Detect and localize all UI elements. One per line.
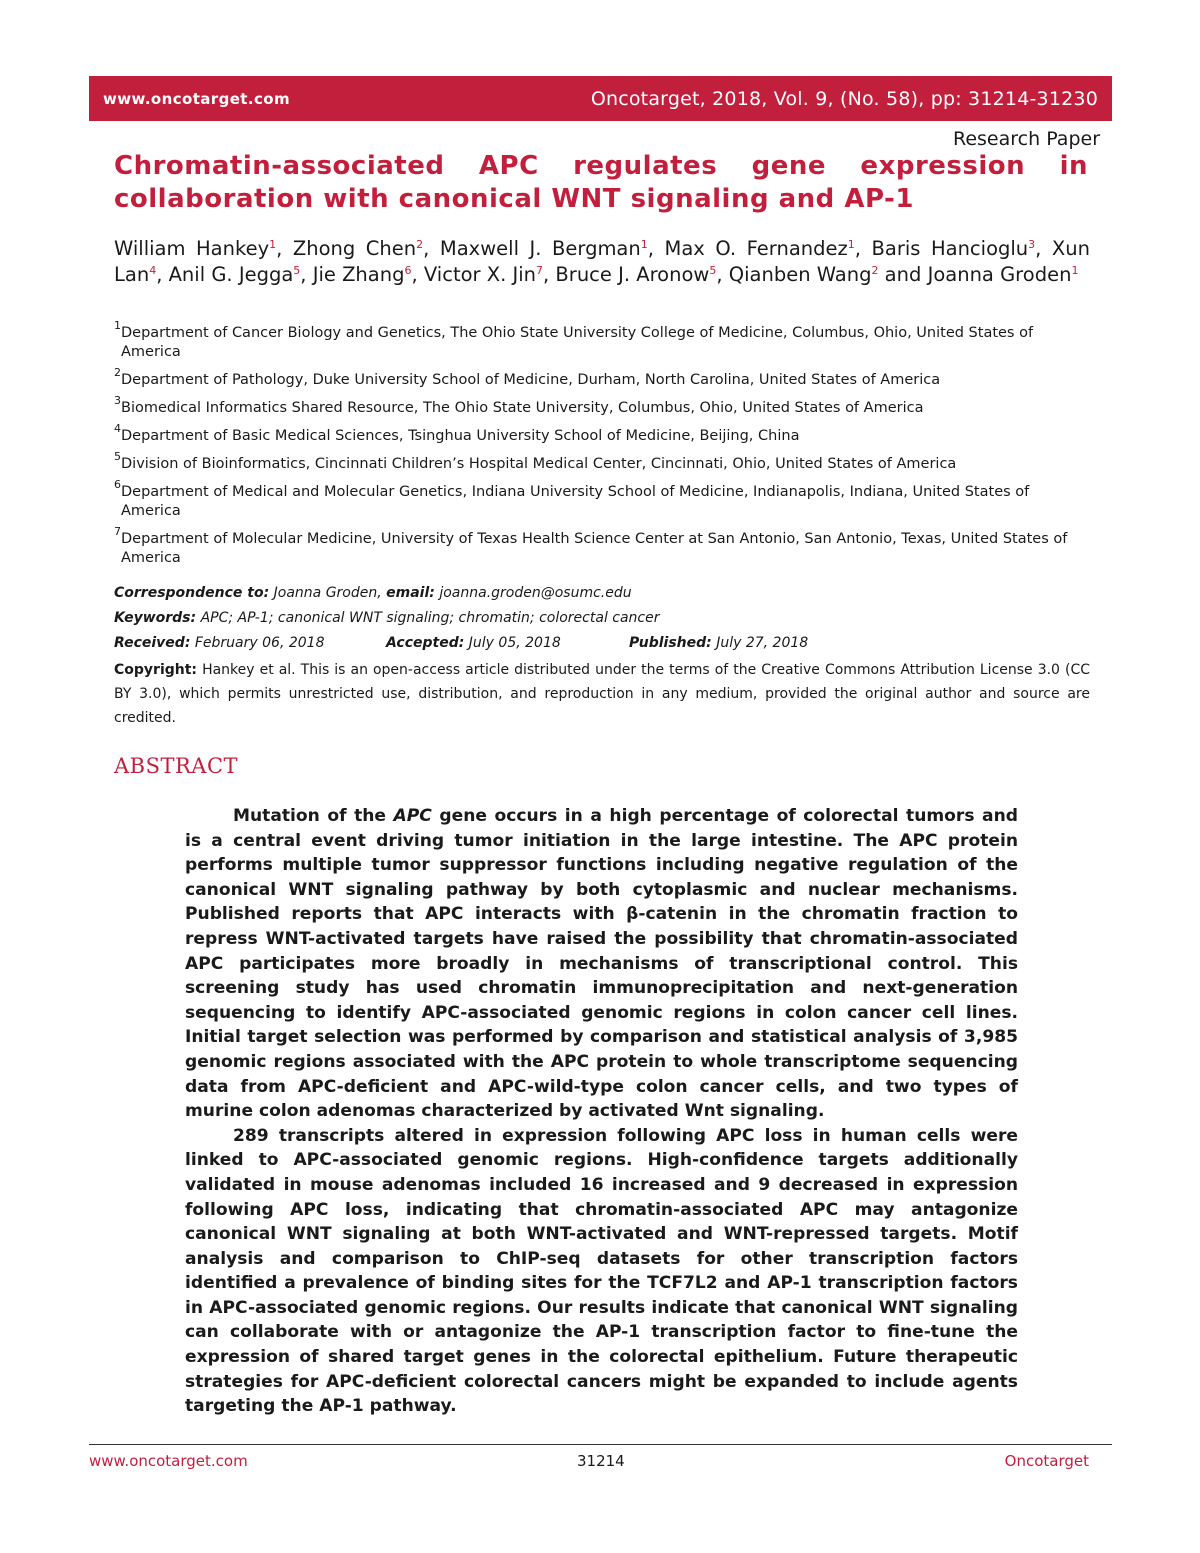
affiliation-list [114,319,1090,577]
footer-journal: Oncotarget [1004,1452,1089,1470]
affiliation-item: 3 Biomedical Informatics Shared Resource, The Ohio State University, Columbus, Ohio, United States of America [114,394,924,416]
affiliation-item: 5 Division of Bioinformatics, Cincinnati Children’s Hospital Medical Center, Cincinnati, Ohio, United States of America [114,450,957,472]
published-date: Published: July 27, 2018 [629,635,809,651]
author: Qianben Wang$^2$ and [728,263,928,286]
correspondence: Correspondence to: Joanna Groden, email: joanna.groden@osumc.edu [114,585,632,601]
affiliation-item: 6 Department of Medical and Molecular Genetics, Indiana University School of Medicine, Indianapolis, Indiana, United States of America [114,478,1030,519]
affiliation-item: 7 Department of Molecular Medicine, University of Texas Health Science Center at San Antonio, San Antonio, Texas, United States of America [114,525,1068,566]
journal-banner [89,76,1112,121]
author: Baris Hancioglu$^3$, [871,237,1052,260]
header-site-link[interactable]: www.oncotarget.com [103,89,290,108]
received-date: Received: February 06, 2018 [114,635,325,651]
email-link[interactable]: joanna.groden@osumc.edu [439,585,632,601]
article-dates [114,633,1090,653]
footer-site-link[interactable]: www.oncotarget.com [89,1452,248,1470]
author: William Hankey$^1$, [114,237,293,260]
author: Victor X. Jin$^7$, [423,263,556,286]
keywords: Keywords: APC; AP-1; canonical WNT signaling; chromatin; colorectal cancer [114,610,660,626]
header-citation: Oncotarget, 2018, Vol. 9, (No. 58), pp: 31214-31230 [590,87,1098,110]
affiliation-item: 1 Department of Cancer Biology and Genetics, The Ohio State University College of Medicine, Columbus, Ohio, United States of America [114,319,1034,360]
author: Maxwell J. Bergman$^1$, [439,237,665,260]
author: Max O. Fernandez$^1$, [664,237,872,260]
author: Jie Zhang$^6$, [312,263,424,286]
article-meta [114,583,1090,735]
author-list [114,236,1090,288]
affiliation-item: 2 Department of Pathology, Duke University School of Medicine, Durham, North Carolina, United States of America [114,366,941,388]
author: Bruce J. Aronow$^5$, [555,263,729,286]
copyright: Copyright: Hankey et al. This is an open-access article distributed under the terms of the Creative Commons Attribution License 3.0 (CC BY 3.0), which permits unrestricted use, distribution, and reproduction in any medium, provided the original author and source are credited. [114,662,1090,726]
paper-type: Research Paper [953,128,1100,150]
paper-title: Chromatin-associated APC regulates gene expression in collaboration with canonical WNT signaling and AP-1 [114,151,1088,214]
abstract-paragraph: Mutation of the APC gene occurs in a high percentage of colorectal tumors and is a central event driving tumor initiation in the large intestine. The APC protein performs multiple tumor suppressor functions including negative regulation of the canonical WNT signaling pathway by both cytoplasmic and nuclear mechanisms. Published reports that APC interacts with β-catenin in the chromatin fraction to repress WNT-activated targets have raised the possibility that chromatin-associated APC participates more broadly in mechanisms of transcriptional control. This screening study has used chromatin immunoprecipitation and next-generation sequencing to identify APC-associated genomic regions in colon cancer cell lines. Initial target selection was performed by comparison and statistical analysis of 3,985 genomic regions associated with the APC protein to whole transcriptome sequencing data from APC-deficient and APC-wild-type colon cancer cells, and two types of murine colon adenomas characterized by activated Wnt signaling. [185,806,1018,1122]
abstract-heading: ABSTRACT [114,754,239,778]
author: Zhong Chen$^2$, [292,237,440,260]
author: Anil G. Jegga$^5$, [168,263,313,286]
footer-divider [89,1444,1112,1445]
accepted-date: Accepted: July 05, 2018 [386,635,561,651]
author: Joanna Groden$^1$ [927,263,1079,286]
author: Xun Lan$^4$, [114,237,1090,286]
abstract-body [185,804,1018,1419]
page-number: 31214 [577,1452,625,1470]
affiliation-item: 4 Department of Basic Medical Sciences, Tsinghua University School of Medicine, Beijing, China [114,422,800,444]
abstract-paragraph: 289 transcripts altered in expression following APC loss in human cells were linked to APC-associated genomic regions. High-confidence targets additionally validated in mouse adenomas included 16 increased and 9 decreased in expression following APC loss, indicating that chromatin-associated APC may antagonize canonical WNT signaling at both WNT-activated and WNT-repressed targets. Motif analysis and comparison to ChIP-seq datasets for other transcription factors identified a prevalence of binding sites for the TCF7L2 and AP-1 transcription factors in APC-associated genomic regions. Our results indicate that canonical WNT signaling can collaborate with or antagonize the AP-1 transcription factor to fine-tune the expression of shared target genes in the colorectal epithelium. Future therapeutic strategies for APC-deficient colorectal cancers might be expanded to include agents targeting the AP-1 pathway. [185,1125,1018,1417]
page-footer [89,1452,1089,1470]
